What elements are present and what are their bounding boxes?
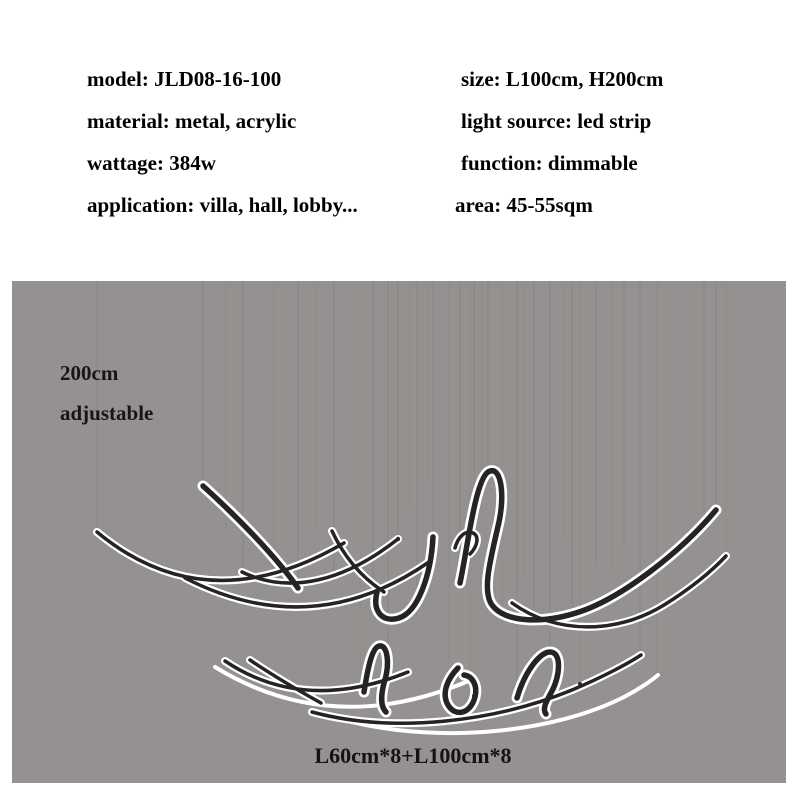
spec-size: size: L100cm, H200cm — [461, 67, 664, 91]
height-label — [60, 353, 153, 433]
chandelier-led-ribbons — [97, 471, 726, 724]
spec-section — [0, 0, 800, 281]
spec-wattage: wattage: 384w — [87, 151, 216, 175]
spec-application: application: villa, hall, lobby... — [87, 193, 358, 217]
spec-row-4 — [0, 192, 800, 218]
spec-light-source: light source: led strip — [461, 109, 652, 133]
size-formula-label: L60cm*8+L100cm*8 — [314, 743, 512, 768]
spec-row-3 — [0, 150, 800, 176]
height-value: 200cm — [60, 361, 119, 385]
spec-model: model: JLD08-16-100 — [87, 67, 282, 91]
spec-row-1 — [0, 66, 800, 92]
spec-area: area: 45-55sqm — [455, 193, 593, 217]
wire-connector-dots — [296, 508, 718, 698]
spec-material: material: metal, acrylic — [87, 109, 297, 133]
chandelier-led-ribbons — [97, 471, 726, 733]
height-adjustable-label: adjustable — [60, 401, 154, 425]
suspension-wires — [97, 281, 726, 699]
spec-row-2 — [0, 108, 800, 134]
product-photo-panel — [12, 281, 786, 783]
spec-function: function: dimmable — [461, 151, 638, 175]
